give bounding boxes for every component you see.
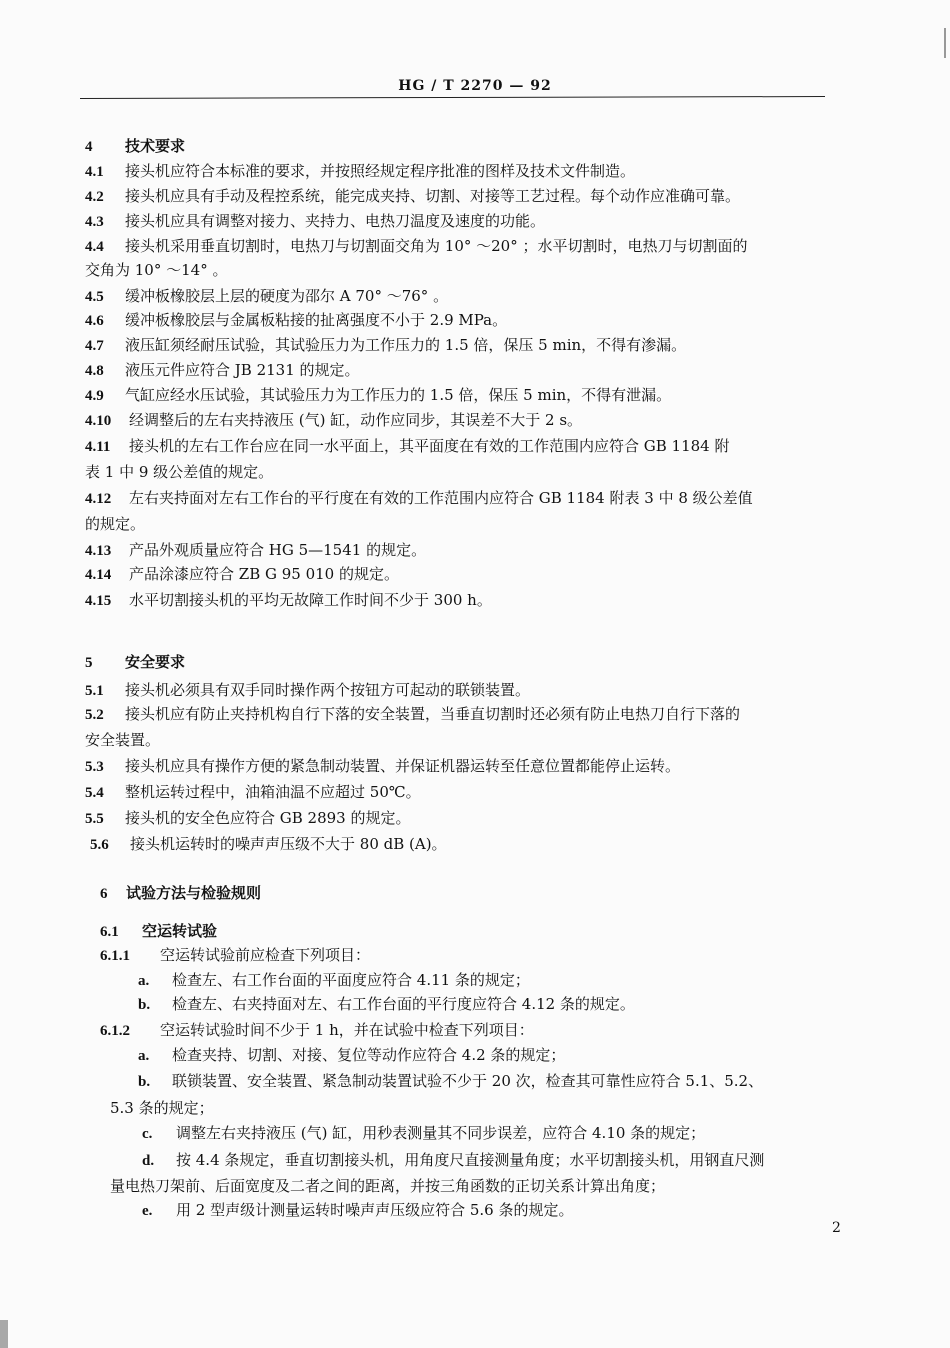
clause-line <box>85 540 426 561</box>
clause-number: 4.5 <box>85 289 104 305</box>
standard-header: HG / T 2270 — 92 <box>398 78 552 94</box>
clause-line <box>100 1020 534 1041</box>
clause-line <box>85 260 227 280</box>
scan-edge-mark <box>944 28 946 58</box>
clause-text: 空运转试验时间不少于 1 h，并在试验中检查下列项目： <box>160 1021 534 1039</box>
section-heading <box>100 921 217 942</box>
clause-line <box>85 186 740 207</box>
clause-text: 接头机的左右工作台应在同一水平面上，其平面度在有效的工作范围内应符合 GB 1184 附 <box>129 437 730 455</box>
clause-number: 4.9 <box>85 388 104 404</box>
clause-number: 5.5 <box>85 811 104 827</box>
clause-text: 交角为 10° ～14° 。 <box>85 261 228 279</box>
clause-number: 4.11 <box>85 439 111 455</box>
clause-text: 接头机采用垂直切割时，电热刀与切割面交角为 10° ～20° ；水平切割时，电热刀与切割面的 <box>125 237 748 255</box>
clause-line <box>85 564 399 585</box>
clause-text: 液压缸须经耐压试验，其试验压力为工作压力的 1.5 倍，保压 5 min，不得有渗漏。 <box>125 336 687 354</box>
section-heading <box>100 883 261 904</box>
clause-number: 4.10 <box>85 413 112 429</box>
clause-text: 左右夹持面对左右工作台的平行度在有效的工作范围内应符合 GB 1184 附表 3 中 8 级公差值 <box>129 489 753 507</box>
clause-number: 4.1 <box>85 164 104 180</box>
clause-line <box>85 360 360 381</box>
clause-number: b. <box>138 1074 151 1090</box>
clause-line <box>138 994 635 1015</box>
clause-number: c. <box>142 1126 153 1142</box>
clause-text: 空运转试验前应检查下列项目： <box>160 946 371 964</box>
clause-text: 产品外观质量应符合 HG 5—1541 的规定。 <box>129 541 427 559</box>
clause-text: 接头机应具有手动及程控系统，能完成夹持、切割、对接等工艺过程。每个动作应准确可靠。 <box>125 187 741 205</box>
clause-line <box>85 462 273 482</box>
clause-text: 技术要求 <box>125 137 186 155</box>
clause-line <box>85 680 530 701</box>
clause-line <box>110 1176 665 1196</box>
clause-text: 接头机运转时的噪声声压级不大于 80 dB (A)。 <box>130 835 447 853</box>
clause-line <box>85 730 160 750</box>
clause-text: 空运转试验 <box>142 922 218 940</box>
clause-number: 5.4 <box>85 785 104 801</box>
clause-line <box>138 1045 565 1066</box>
clause-text: 接头机的安全色应符合 GB 2893 的规定。 <box>125 809 411 827</box>
clause-line <box>85 385 671 406</box>
clause-text: 接头机应具有调整对接力、夹持力、电热刀温度及速度的功能。 <box>125 212 546 230</box>
clause-text: 接头机应符合本标准的要求，并按照经规定程序批准的图样及技术文件制造。 <box>125 162 636 180</box>
clause-line <box>85 310 507 331</box>
clause-number: 4.4 <box>85 239 104 255</box>
clause-line <box>85 514 145 534</box>
clause-text: 用 2 型声级计测量运转时噪声声压级应符合 5.6 条的规定。 <box>176 1201 574 1219</box>
clause-number: b. <box>138 997 151 1013</box>
clause-number: 5.6 <box>90 837 109 853</box>
clause-text: 5.3 条的规定； <box>110 1099 214 1117</box>
clause-line <box>138 970 530 991</box>
clause-number: 4.7 <box>85 338 104 354</box>
section-heading <box>85 652 185 673</box>
clause-number: 5.2 <box>85 707 104 723</box>
clause-number: 4 <box>85 139 93 155</box>
clause-line <box>85 335 686 356</box>
clause-line <box>85 704 740 725</box>
clause-number: 4.15 <box>85 593 112 609</box>
clause-line <box>100 945 370 966</box>
page-number: 2 <box>832 1220 841 1236</box>
clause-number: 4.8 <box>85 363 104 379</box>
section-heading <box>85 136 185 157</box>
clause-line <box>85 410 582 431</box>
clause-text: 水平切割接头机的平均无故障工作时间不少于 300 h。 <box>129 591 492 609</box>
clause-line <box>85 286 448 307</box>
clause-line <box>85 808 411 829</box>
clause-number: 4.14 <box>85 567 112 583</box>
clause-text: 接头机必须具有双手同时操作两个按钮方可起动的联锁装置。 <box>125 681 531 699</box>
clause-line <box>110 1098 214 1118</box>
clause-line <box>142 1123 705 1144</box>
clause-line <box>85 488 753 509</box>
clause-line <box>138 1071 763 1092</box>
clause-text: 接头机应有防止夹持机构自行下落的安全装置，当垂直切割时还必须有防止电热刀自行下落的 <box>125 705 741 723</box>
scan-edge-mark <box>0 1320 8 1348</box>
clause-number: 5.1 <box>85 683 104 699</box>
clause-text: 气缸应经水压试验，其试验压力为工作压力的 1.5 倍，保压 5 min，不得有泄漏。 <box>125 386 672 404</box>
clause-text: 的规定。 <box>85 515 146 533</box>
clause-number: d. <box>142 1153 155 1169</box>
clause-text: 量电热刀架前、后面宽度及二者之间的距离，并按三角函数的正切关系计算出角度； <box>110 1177 666 1195</box>
clause-line <box>85 436 730 457</box>
clause-number: 6.1 <box>100 924 119 940</box>
clause-text: 表 1 中 9 级公差值的规定。 <box>85 463 274 481</box>
clause-line <box>85 756 680 777</box>
clause-text: 产品涂漆应符合 ZB G 95 010 的规定。 <box>129 565 399 583</box>
clause-text: 接头机应具有操作方便的紧急制动装置、并保证机器运转至任意位置都能停止运转。 <box>125 757 681 775</box>
clause-text: 检查左、右工作台面的平面度应符合 4.11 条的规定； <box>172 971 530 989</box>
clause-text: 经调整后的左右夹持液压 (气) 缸，动作应同步，其误差不大于 2 s。 <box>129 411 583 429</box>
clause-text: 调整左右夹持液压 (气) 缸，用秒表测量其不同步误差，应符合 4.10 条的规定； <box>176 1124 706 1142</box>
clause-number: 5.3 <box>85 759 104 775</box>
clause-line <box>85 782 421 803</box>
clause-text: 安全装置。 <box>85 731 161 749</box>
clause-number: 4.12 <box>85 491 112 507</box>
clause-number: 6.1.1 <box>100 948 130 964</box>
clause-text: 试验方法与检验规则 <box>126 884 262 902</box>
clause-line <box>85 236 747 257</box>
clause-text: 检查左、右夹持面对左、右工作台面的平行度应符合 4.12 条的规定。 <box>172 995 635 1013</box>
clause-text: 缓冲板橡胶层与金属板粘接的扯离强度不小于 2.9 MPa。 <box>125 311 508 329</box>
clause-number: 4.13 <box>85 543 112 559</box>
clause-line <box>142 1150 764 1171</box>
clause-line <box>85 590 492 611</box>
clause-number: 4.6 <box>85 313 104 329</box>
clause-text: 整机运转过程中，油箱油温不应超过 50℃。 <box>125 783 421 801</box>
clause-text: 联锁装置、安全装置、紧急制动装置试验不少于 20 次，检查其可靠性应符合 5.1、5.2、 <box>172 1072 764 1090</box>
clause-text: 按 4.4 条规定，垂直切割接头机，用角度尺直接测量角度；水平切割接头机，用钢直尺测 <box>176 1151 765 1169</box>
clause-line <box>90 834 447 855</box>
clause-line <box>85 161 635 182</box>
clause-line <box>142 1200 573 1221</box>
clause-number: 4.2 <box>85 189 104 205</box>
header-rule <box>80 96 825 99</box>
clause-text: 检查夹持、切割、对接、复位等动作应符合 4.2 条的规定； <box>172 1046 566 1064</box>
clause-text: 液压元件应符合 JB 2131 的规定。 <box>125 361 360 379</box>
clause-number: e. <box>142 1203 153 1219</box>
clause-number: 4.3 <box>85 214 104 230</box>
clause-number: 6.1.2 <box>100 1023 130 1039</box>
clause-text: 安全要求 <box>125 653 186 671</box>
clause-number: a. <box>138 1048 150 1064</box>
clause-text: 缓冲板橡胶层上层的硬度为邵尔 A 70° ～76° 。 <box>125 287 449 305</box>
clause-number: a. <box>138 973 150 989</box>
clause-number: 5 <box>85 655 93 671</box>
clause-number: 6 <box>100 886 108 902</box>
clause-line <box>85 211 545 232</box>
